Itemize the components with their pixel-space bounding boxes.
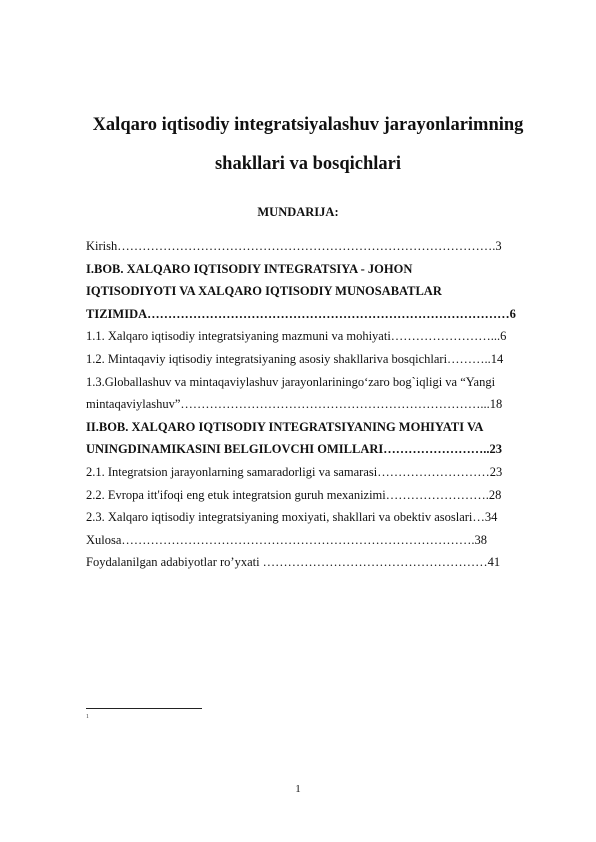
- toc-entry-1-3-line-1: 1.3.Globallashuv va mintaqaviylashuv jarayonlariningo‘zaro bog`iqligi va “Yangi: [86, 374, 496, 389]
- toc-entry-1-2: 1.2. Mintaqaviy iqtisodiy integratsiyaning asosiy shakllariva bosqichlari………..14: [86, 351, 504, 366]
- toc-entry-1-3-line-2: mintaqaviylashuv”………………………………………………………………...18: [86, 397, 503, 412]
- toc-chapter-1-title-line-3: TIZIMIDA……………………………………………………………………………6: [86, 306, 516, 321]
- toc-entry-2-2: 2.2. Evropa itt'ifoqi eng etuk integratsion guruh mexanizimi…………………….28: [86, 487, 502, 502]
- title-line-1: Xalqaro iqtisodiy integratsiyalashuv jarayonlarimning: [92, 115, 524, 135]
- document-title: [70, 106, 546, 184]
- footnote-marker: 1: [86, 714, 89, 720]
- toc-heading: MUNDARIJA:: [257, 205, 339, 219]
- toc-chapter-2-title-line-1: II.BOB. XALQARO IQTISODIY INTEGRATSIYANING MOHIYATI VA: [86, 419, 484, 434]
- toc-entry-references: Foydalanilgan adabiyotlar ro’yxati ………………………………………………41: [86, 555, 501, 570]
- toc-entry-introduction: Kirish……………………………………………………………………………….3: [86, 239, 502, 253]
- toc-chapter-2-title-line-2: UNINGDINAMIKASINI BELGILOVCHI OMILLARI……………………..23: [86, 442, 503, 457]
- title-line-2: shakllari va bosqichlari: [214, 154, 402, 174]
- toc-chapter-1-title-line-1: I.BOB. XALQARO IQTISODIY INTEGRATSIYA - JOHON: [86, 261, 413, 276]
- toc-entry-1-1: 1.1. Xalqaro iqtisodiy integratsiyaning mazmuni va mohiyati……………………...6: [86, 329, 507, 344]
- toc-entry-2-1: 2.1. Integratsion jarayonlarning samaradorligi va samarasi………………………23: [86, 464, 503, 479]
- toc-entry-conclusion: Xulosa………………………………………………………………………….38: [86, 532, 488, 547]
- table-of-contents: [86, 235, 556, 574]
- page-number: 1: [295, 783, 301, 795]
- toc-chapter-1-title-line-2: IQTISODIYOTI VA XALQARO IQTISODIY MUNOSABATLAR: [86, 284, 442, 299]
- toc-entry-2-3: 2.3. Xalqaro iqtisodiy integratsiyaning moxiyati, shakllari va obektiv asoslari…34: [86, 510, 498, 525]
- footnote-separator: [86, 708, 202, 709]
